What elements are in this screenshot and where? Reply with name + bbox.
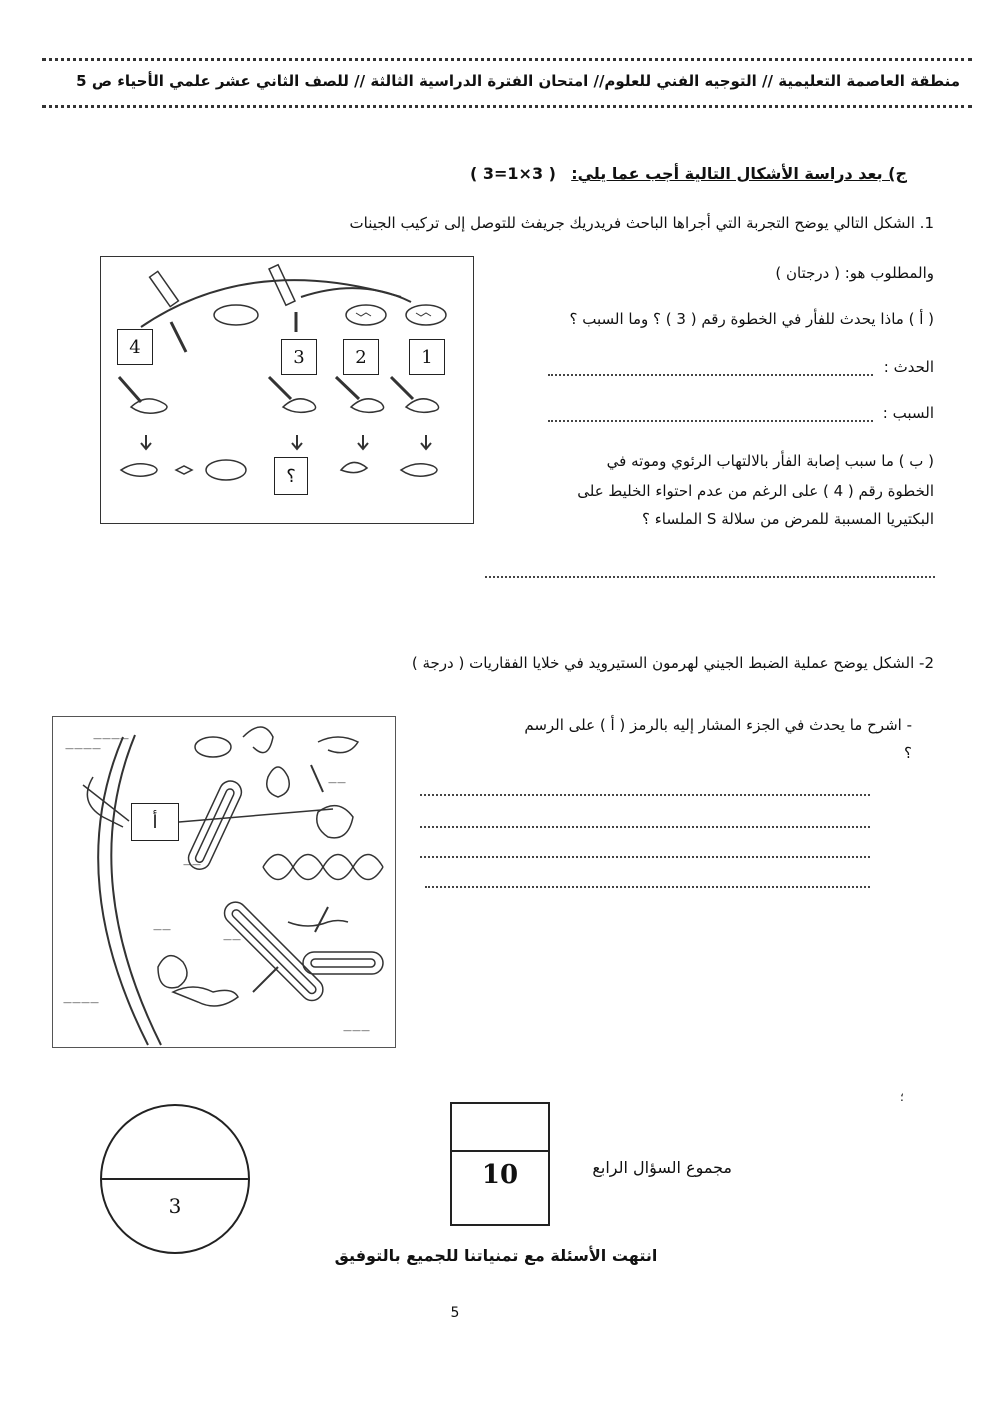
svg-text:——: —— [328,778,346,788]
svg-text:——: —— [223,935,241,945]
steroid-regulation-figure [52,716,396,1048]
q1-part-a: ( أ ) ماذا يحدث للفأر في الخطوة رقم ( 3 ) ؟ وما السبب ؟ [569,310,934,328]
circle-score-value: 3 [168,1194,182,1218]
svg-text:————: ———— [63,998,99,1008]
q2-instruction-line2: ؟ [904,744,912,762]
page-header: منطقة العاصمة التعليمية // التوجيه الفني للعلوم// امتحان الفترة الدراسية الثالثة // للصف الثاني عشر علمي الأحياء ص 5 [76,72,960,90]
step-2-box: 2 [343,339,379,375]
q2-answer-line-1[interactable] [420,794,870,796]
q2-instruction-line1: - اشرح ما يحدث في الجزء المشار إليه بالرمز ( أ ) على الرسم [524,716,912,734]
q1-part-b-line3: البكتيريا المسببة للمرض من سلالة S الملساء ؟ [642,510,934,528]
stray-mark: ؛ [900,1090,904,1104]
label-a-box: أ [131,803,179,841]
section-title: ج) بعد دراسة الأشكال التالية أجب عما يلي: [571,164,907,183]
q1-part-b-answer-line[interactable] [485,576,935,578]
q1-event-answer-line[interactable] [548,374,873,376]
q2-answer-line-2[interactable] [420,826,870,828]
section-marks: ( 3=1×3 ) [470,164,556,183]
score-box-divider [452,1150,548,1152]
q1-part-b-line1: ( ب ) ما سبب إصابة الفأر بالالتهاب الرئوي وموته في [606,452,934,470]
q2-answer-line-4[interactable] [425,886,870,888]
q2-intro: 2- الشكل يوضح عملية الضبط الجيني لهرمون الستيرويد في خلايا الفقاريات ( درجة ) [411,654,934,672]
q1-required: والمطلوب هو: ( درجتان ) [775,264,934,282]
unknown-result-box: ؟ [274,457,308,495]
q1-event-label: الحدث : [883,358,934,376]
total-label: مجموع السؤال الرابع [592,1158,732,1177]
page-number: 5 [450,1305,460,1321]
svg-text:————: ———— [93,734,129,744]
step-3-box: 3 [281,339,317,375]
q1-intro: 1. الشكل التالي يوضح التجربة التي أجراها الباحث فريدريك جريفث للتوصل إلى تركيب الجينات [349,214,934,232]
svg-text:———: ——— [343,1026,370,1036]
q2-answer-line-3[interactable] [420,856,870,858]
griffith-experiment-figure [100,256,474,524]
closing-message: انتهت الأسئلة مع تمنياتنا للجميع بالتوفيق [334,1246,658,1265]
q1-cause-label: السبب : [882,404,934,422]
svg-text:——: —— [183,860,201,870]
circle-divider [102,1178,248,1180]
score-box [450,1102,550,1226]
step-4-box: 4 [117,329,153,365]
q1-part-b-line2: الخطوة رقم ( 4 ) على الرغم من عدم احتواء الخليط على [577,482,934,500]
steroid-diagram [53,717,395,1047]
svg-text:——: —— [153,925,171,935]
step-1-box: 1 [409,339,445,375]
svg-text:————: ———— [65,744,101,754]
q1-cause-answer-line[interactable] [548,420,873,422]
score-box-value: 10 [481,1160,519,1190]
score-circle [100,1104,250,1254]
